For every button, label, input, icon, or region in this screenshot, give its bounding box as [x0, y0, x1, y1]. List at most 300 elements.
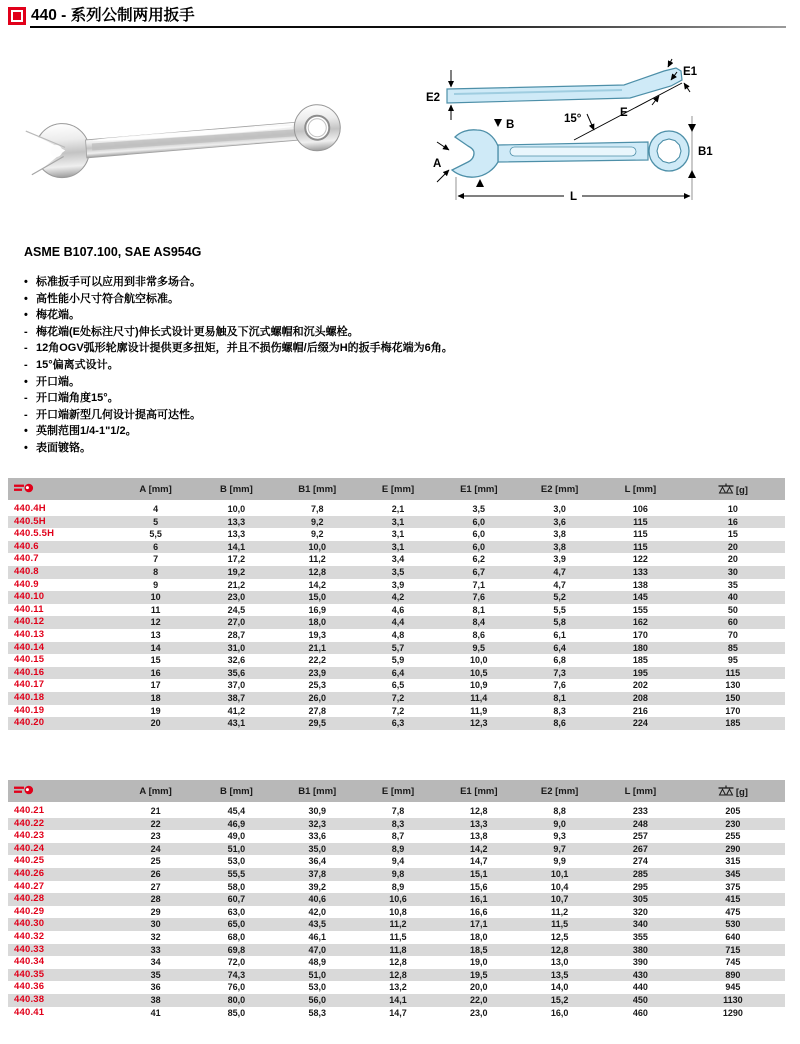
value-cell: 16 — [150, 667, 161, 678]
value-cell: 53,0 — [227, 856, 246, 867]
value-cell: 5,7 — [391, 642, 405, 653]
table-row — [8, 516, 785, 529]
ref-cell: 440.6 — [14, 540, 39, 552]
weight-unit-label: [g] — [735, 484, 748, 496]
feature-text: 开口端角度15°。 — [36, 392, 119, 405]
bullet-marker: • — [24, 292, 28, 305]
value-cell: 3,9 — [553, 554, 566, 565]
value-cell: 12,8 — [550, 944, 569, 955]
table-row — [8, 830, 785, 843]
value-cell: 6,5 — [391, 680, 405, 691]
page-title: 440 - 系列公制两用扳手 — [31, 7, 195, 24]
value-cell: 35 — [150, 969, 161, 980]
value-cell: 145 — [632, 592, 648, 603]
feature-text: 梅花端(E处标注尺寸)伸长式设计更易触及下沉式螺帽和沉头螺栓。 — [36, 325, 359, 338]
value-cell: 890 — [725, 969, 741, 980]
value-cell: 12,8 — [389, 969, 407, 980]
value-cell: 1290 — [722, 1007, 743, 1018]
value-cell: 162 — [632, 617, 648, 628]
value-cell: 415 — [725, 894, 741, 905]
value-cell: 50 — [727, 604, 738, 615]
dash-marker: - — [24, 358, 28, 371]
value-cell: 274 — [632, 856, 648, 867]
feature-text: 15°偏离式设计。 — [36, 358, 119, 371]
value-cell: 450 — [632, 994, 648, 1005]
value-cell: 10,0 — [308, 541, 326, 552]
value-cell: 11,2 — [551, 906, 569, 917]
value-cell: 3,5 — [472, 504, 486, 514]
value-cell: 24,5 — [227, 604, 246, 615]
value-cell: 10,7 — [550, 894, 569, 905]
value-cell: 8,3 — [391, 818, 405, 829]
value-cell: 155 — [632, 604, 648, 615]
value-cell: 1130 — [723, 994, 743, 1005]
value-cell: 8,7 — [391, 831, 405, 842]
value-cell: 8,6 — [553, 718, 566, 729]
table-row — [8, 654, 785, 667]
ref-cell: 440.34 — [14, 956, 45, 968]
dash-marker: - — [24, 392, 28, 405]
table-row — [8, 528, 785, 541]
value-cell: 115 — [633, 516, 648, 527]
feature-text: 开口端新型几何设计提高可达性。 — [36, 408, 201, 421]
value-cell: 6,2 — [472, 554, 486, 565]
value-cell: 10,6 — [389, 894, 407, 905]
col-header-e1: E1 [mm] — [438, 780, 519, 804]
value-cell: 8,1 — [472, 604, 486, 615]
value-cell: 27,0 — [227, 617, 246, 628]
reference-icon-cell — [8, 780, 115, 804]
feature-item — [24, 307, 453, 324]
table-row — [8, 502, 785, 516]
col-header-b: B [mm] — [196, 478, 277, 502]
value-cell: 285 — [632, 868, 648, 879]
value-cell: 11,5 — [551, 919, 569, 930]
table-row — [8, 616, 785, 629]
value-cell: 38 — [150, 994, 161, 1005]
value-cell: 29,5 — [308, 718, 326, 729]
table-row — [8, 893, 785, 906]
value-cell: 41,2 — [227, 705, 246, 716]
value-cell: 10,0 — [470, 655, 488, 666]
ref-cell: 440.35 — [14, 968, 45, 980]
dimension-diagram — [424, 58, 796, 211]
feature-item — [24, 374, 453, 391]
value-cell: 170 — [632, 629, 648, 640]
value-cell: 22,2 — [308, 655, 326, 666]
value-cell: 7,6 — [553, 680, 566, 691]
bullet-marker: • — [24, 441, 28, 454]
value-cell: 3,1 — [391, 516, 405, 527]
value-cell: 4,7 — [553, 566, 566, 577]
value-cell: 257 — [632, 831, 648, 842]
feature-text: 标准扳手可以应用到非常多场合。 — [36, 276, 201, 288]
feature-item — [24, 390, 453, 407]
value-cell: 7,1 — [472, 579, 486, 590]
value-cell: 45,4 — [227, 806, 246, 816]
value-cell: 13,3 — [227, 529, 246, 540]
ref-cell: 440.11 — [14, 603, 44, 615]
value-cell: 3,1 — [391, 541, 405, 552]
value-cell: 9,2 — [310, 516, 324, 527]
value-cell: 51,0 — [308, 969, 326, 980]
value-cell: 51,0 — [227, 843, 246, 854]
value-cell: 9,7 — [553, 843, 566, 854]
feature-item — [24, 340, 453, 357]
value-cell: 375 — [725, 881, 741, 892]
value-cell: 18,0 — [308, 617, 326, 628]
value-cell: 16,6 — [470, 906, 488, 917]
dim-label-b: B — [506, 119, 515, 131]
table-row — [8, 591, 785, 604]
value-cell: 14,1 — [227, 541, 246, 552]
value-cell: 3,9 — [391, 579, 405, 590]
value-cell: 12,8 — [389, 957, 407, 968]
value-cell: 33,6 — [308, 831, 326, 842]
ref-cell: 440.16 — [14, 666, 45, 678]
value-cell: 295 — [632, 881, 648, 892]
value-cell: 7,2 — [391, 692, 405, 703]
value-cell: 9,2 — [310, 529, 324, 540]
value-cell: 32,6 — [227, 655, 246, 666]
value-cell: 16,0 — [550, 1007, 569, 1018]
feature-item — [24, 274, 453, 291]
reference-icon — [14, 785, 36, 795]
table-row — [8, 994, 785, 1007]
dim-label-angle: 15° — [564, 113, 582, 125]
dim-label-e1: E1 — [683, 66, 698, 78]
value-cell: 22 — [150, 818, 161, 829]
ref-cell: 440.30 — [14, 918, 45, 930]
col-header-e: E [mm] — [358, 780, 439, 804]
value-cell: 60,7 — [227, 894, 246, 905]
value-cell: 65,0 — [227, 919, 246, 930]
value-cell: 6,4 — [553, 642, 566, 653]
ref-cell: 440.9 — [14, 578, 39, 590]
value-cell: 15,2 — [550, 994, 569, 1005]
col-header-a: A [mm] — [115, 780, 196, 804]
ref-cell: 440.19 — [14, 704, 45, 716]
value-cell: 150 — [725, 692, 741, 703]
value-cell: 43,1 — [227, 718, 246, 729]
value-cell: 10,0 — [227, 504, 246, 514]
value-cell: 23,0 — [470, 1007, 488, 1018]
value-cell: 12 — [150, 617, 161, 628]
feature-item — [24, 324, 453, 341]
bullet-marker: • — [24, 309, 28, 322]
bullet-marker: • — [24, 375, 28, 388]
table-row — [8, 918, 785, 931]
value-cell: 17 — [150, 680, 161, 691]
value-cell: 30,9 — [308, 806, 326, 816]
ref-cell: 440.32 — [14, 930, 45, 942]
value-cell: 12,8 — [308, 566, 326, 577]
feature-item — [24, 440, 453, 457]
value-cell: 255 — [725, 831, 741, 842]
value-cell: 3,8 — [553, 529, 566, 540]
value-cell: 10,5 — [470, 667, 488, 678]
value-cell: 6 — [153, 541, 159, 552]
feature-text: 高性能小尺寸符合航空标准。 — [36, 292, 179, 305]
page-marker-icon — [8, 7, 26, 25]
value-cell: 24 — [150, 843, 161, 854]
dash-marker: - — [24, 408, 28, 421]
table-body-2 — [8, 804, 785, 1020]
value-cell: 13,5 — [550, 969, 569, 980]
value-cell: 17,2 — [227, 554, 246, 565]
value-cell: 55,5 — [227, 868, 246, 879]
ref-cell: 440.10 — [14, 591, 45, 603]
value-cell: 31,0 — [227, 642, 246, 653]
feature-text: 开口端。 — [36, 375, 80, 388]
value-cell: 115 — [725, 667, 741, 678]
value-cell: 14,0 — [550, 982, 569, 993]
ref-cell: 440.4H — [14, 503, 46, 514]
value-cell: 28 — [150, 894, 161, 905]
value-cell: 6,0 — [472, 541, 486, 552]
value-cell: 9,8 — [391, 868, 405, 879]
value-cell: 25 — [150, 856, 161, 867]
table-header-row — [8, 780, 785, 804]
value-cell: 315 — [725, 856, 741, 867]
value-cell: 9,9 — [553, 856, 566, 867]
value-cell: 5,5 — [553, 604, 566, 615]
ref-cell: 440.14 — [14, 641, 45, 653]
value-cell: 13,8 — [470, 831, 488, 842]
value-cell: 320 — [632, 906, 648, 917]
value-cell: 130 — [725, 680, 741, 691]
table-row — [8, 981, 785, 994]
value-cell: 185 — [632, 655, 648, 666]
value-cell: 20 — [727, 541, 738, 552]
value-cell: 13 — [150, 629, 161, 640]
value-cell: 14,2 — [308, 579, 326, 590]
ref-cell: 440.41 — [14, 1006, 45, 1018]
ref-cell: 440.5.5H — [14, 528, 55, 540]
value-cell: 4,4 — [391, 617, 405, 628]
value-cell: 745 — [725, 957, 741, 968]
value-cell: 7,2 — [391, 705, 405, 716]
dim-label-a: A — [433, 158, 442, 170]
value-cell: 13,3 — [470, 818, 488, 829]
value-cell: 19 — [150, 705, 161, 716]
ref-cell: 440.36 — [14, 981, 45, 993]
table-row — [8, 843, 785, 856]
ref-cell: 440.20 — [14, 717, 45, 729]
value-cell: 340 — [632, 919, 648, 930]
value-cell: 6,4 — [391, 667, 405, 678]
value-cell: 20 — [150, 718, 161, 729]
value-cell: 5,2 — [553, 592, 566, 603]
table-row — [8, 818, 785, 831]
ref-cell: 440.27 — [14, 880, 45, 892]
ref-cell: 440.33 — [14, 943, 45, 955]
value-cell: 8,8 — [553, 806, 566, 816]
value-cell: 6,8 — [553, 655, 566, 666]
value-cell: 3,4 — [391, 554, 405, 565]
value-cell: 29 — [150, 906, 161, 917]
value-cell: 35 — [727, 579, 738, 590]
value-cell: 11 — [150, 604, 161, 615]
wrench-photo-graphic — [18, 90, 353, 196]
value-cell: 26,0 — [308, 692, 326, 703]
dim-label-b1: B1 — [698, 146, 713, 158]
value-cell: 8,9 — [391, 843, 405, 854]
ref-cell: 440.5H — [14, 515, 46, 527]
value-cell: 233 — [632, 806, 648, 816]
table-row — [8, 692, 785, 705]
ref-cell: 440.29 — [14, 905, 45, 917]
value-cell: 14,1 — [389, 994, 407, 1005]
value-cell: 41 — [150, 1007, 161, 1018]
value-cell: 37,0 — [227, 680, 246, 691]
value-cell: 133 — [632, 566, 648, 577]
value-cell: 202 — [632, 680, 648, 691]
value-cell: 7 — [153, 554, 159, 565]
value-cell: 3,0 — [553, 504, 566, 514]
table-row — [8, 679, 785, 692]
value-cell: 9,3 — [553, 831, 566, 842]
ref-cell: 440.15 — [14, 654, 45, 666]
value-cell: 17,1 — [470, 919, 488, 930]
value-cell: 14 — [150, 642, 161, 653]
reference-icon-cell — [8, 478, 115, 502]
value-cell: 460 — [632, 1007, 648, 1018]
ref-cell: 440.18 — [14, 691, 45, 703]
value-cell: 15 — [150, 655, 161, 666]
value-cell: 13,0 — [550, 957, 569, 968]
page-marker-inner — [11, 10, 23, 22]
value-cell: 18 — [150, 692, 161, 703]
value-cell: 14,7 — [389, 1007, 407, 1018]
value-cell: 4,2 — [391, 592, 405, 603]
ref-cell: 440.17 — [14, 679, 45, 691]
value-cell: 13,2 — [389, 982, 407, 993]
value-cell: 224 — [632, 718, 648, 729]
value-cell: 640 — [725, 931, 741, 942]
table-body-1 — [8, 502, 785, 730]
value-cell: 115 — [633, 529, 648, 540]
value-cell: 305 — [632, 894, 648, 905]
value-cell: 11,9 — [470, 705, 488, 716]
value-cell: 14,7 — [470, 856, 488, 867]
dim-label-e2: E2 — [426, 92, 441, 104]
value-cell: 10,9 — [470, 680, 488, 691]
table-row — [8, 956, 785, 969]
value-cell: 85 — [727, 642, 738, 653]
feature-item — [24, 423, 453, 440]
value-cell: 138 — [632, 579, 648, 590]
table-row — [8, 717, 785, 730]
ref-cell: 440.13 — [14, 628, 45, 640]
dash-marker: - — [24, 342, 28, 355]
value-cell: 22,0 — [470, 994, 488, 1005]
standards-text: ASME B107.100, SAE AS954G — [24, 245, 202, 259]
value-cell: 39,2 — [308, 881, 326, 892]
value-cell: 122 — [632, 554, 648, 565]
value-cell: 36 — [150, 982, 161, 993]
ref-cell: 440.28 — [14, 893, 45, 905]
value-cell: 63,0 — [227, 906, 246, 917]
table-row — [8, 906, 785, 919]
value-cell: 40 — [727, 592, 738, 603]
value-cell: 85,0 — [227, 1007, 246, 1018]
col-header-weight — [681, 478, 785, 502]
value-cell: 8,4 — [472, 617, 486, 628]
value-cell: 5,8 — [553, 617, 566, 628]
value-cell: 115 — [633, 541, 648, 552]
col-header-e2: E2 [mm] — [519, 478, 600, 502]
value-cell: 46,9 — [227, 818, 246, 829]
weight-unit-label: [g] — [735, 786, 748, 798]
feature-text: 英制范围1/4-1"1/2。 — [36, 425, 137, 438]
table-row — [8, 931, 785, 944]
value-cell: 35,0 — [308, 843, 326, 854]
value-cell: 11,2 — [389, 919, 407, 930]
value-cell: 27 — [150, 881, 161, 892]
value-cell: 9,0 — [553, 818, 566, 829]
table-row — [8, 881, 785, 894]
col-header-l: L [mm] — [600, 478, 681, 502]
value-cell: 380 — [632, 944, 648, 955]
value-cell: 7,8 — [391, 806, 405, 816]
feature-text: 表面镀铬。 — [36, 441, 91, 454]
value-cell: 7,6 — [472, 592, 486, 603]
value-cell: 9,4 — [391, 856, 405, 867]
value-cell: 74,3 — [227, 969, 246, 980]
value-cell: 28,7 — [227, 629, 246, 640]
table-row — [8, 541, 785, 554]
value-cell: 205 — [725, 806, 741, 816]
value-cell: 36,4 — [308, 856, 326, 867]
value-cell: 15,6 — [470, 881, 488, 892]
value-cell: 8,9 — [391, 881, 405, 892]
value-cell: 230 — [725, 818, 741, 829]
value-cell: 53,0 — [308, 982, 326, 993]
spec-table-2 — [8, 780, 785, 1019]
value-cell: 13,3 — [227, 516, 246, 527]
value-cell: 26 — [150, 868, 161, 879]
value-cell: 3,8 — [553, 541, 566, 552]
dim-label-l: L — [570, 191, 578, 203]
table-row — [8, 566, 785, 579]
product-photo-wrench — [18, 90, 353, 196]
dim-label-e: E — [620, 107, 628, 119]
value-cell: 345 — [725, 868, 741, 879]
value-cell: 6,1 — [553, 629, 566, 640]
value-cell: 33 — [150, 944, 161, 955]
ref-cell: 440.26 — [14, 867, 45, 879]
ref-cell: 440.25 — [14, 855, 45, 867]
value-cell: 23,9 — [308, 667, 326, 678]
ref-cell: 440.23 — [14, 830, 45, 842]
value-cell: 12,8 — [470, 806, 488, 816]
ref-cell: 440.8 — [14, 565, 39, 577]
ref-cell: 440.38 — [14, 993, 45, 1005]
value-cell: 43,5 — [308, 919, 326, 930]
value-cell: 9,5 — [472, 642, 486, 653]
value-cell: 106 — [632, 504, 648, 514]
value-cell: 14,2 — [470, 843, 488, 854]
feature-text: 梅花端。 — [36, 309, 80, 322]
value-cell: 46,1 — [308, 931, 326, 942]
ref-cell: 440.24 — [14, 842, 45, 854]
table-row — [8, 969, 785, 982]
value-cell: 390 — [632, 957, 648, 968]
weight-scale-icon — [718, 785, 734, 796]
value-cell: 267 — [632, 843, 648, 854]
value-cell: 27,8 — [308, 705, 326, 716]
